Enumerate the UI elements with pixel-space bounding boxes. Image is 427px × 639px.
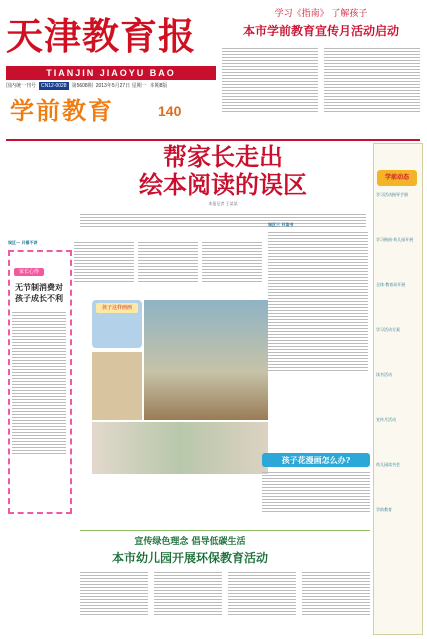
newspaper-logo: 天津教育报 (6, 14, 196, 58)
newspaper-pinyin: TIANJIN JIAOYU BAO (6, 66, 216, 80)
bottom-divider (80, 530, 370, 531)
issue-number: 第5608期 (71, 83, 93, 89)
bottom-story-title: 本市幼儿园开展环保教育活动 (111, 551, 268, 565)
left-box-title (12, 282, 66, 304)
sidebar-item: 宣传月活动 (376, 417, 396, 422)
article-column-1 (74, 240, 134, 296)
sidebar-item: 幼儿园读书会 (376, 462, 400, 467)
sidebar-list (376, 192, 418, 622)
top-story-subtitle: 学习《指南》 了解孩子 (274, 9, 368, 19)
photo-classroom (144, 300, 268, 420)
masthead-meta (6, 82, 216, 90)
feature-byline: 本报记者 王某某 (208, 201, 238, 206)
feature-title-line1: 帮家长走出 (163, 142, 283, 171)
sidebar-item: 读书活动 (376, 372, 392, 377)
left-box-body (12, 310, 66, 505)
article-column-3 (202, 240, 262, 296)
top-story-title: 本市学前教育宣传月活动启动 (242, 24, 399, 38)
sidebar-item: 学习指南·幼儿园开展 (376, 237, 414, 242)
sidebar-item: 学习活动指导手册 (376, 192, 408, 197)
section-divider (6, 139, 420, 141)
sidebar-item: 全体·教育局开展 (376, 282, 406, 287)
photo-children (92, 352, 142, 420)
article-column-4 (268, 230, 368, 420)
top-story-body (222, 46, 420, 136)
cn-number-label: 国内统一刊号 (6, 83, 37, 89)
edition-title: 学前教育 (10, 96, 114, 125)
mid-right-tag: 误区三 只读书 (268, 222, 294, 227)
issue-date: 2013年5月27日 星期一 (95, 83, 147, 89)
cartoon-article-body (262, 470, 370, 530)
bottom-story-subtitle: 宣传绿色理念 倡导低碳生活 (134, 537, 246, 547)
feature-title-line2: 绘本阅读的误区 (139, 170, 307, 199)
page-count: 本期8版 (149, 83, 168, 89)
article-column-2 (138, 240, 198, 296)
left-box-title-line1: 无节制消费对 (15, 282, 63, 292)
bottom-story-body (80, 570, 370, 630)
feature-title (78, 143, 368, 199)
edition-number: 140 (158, 103, 182, 119)
sidebar-header: 学前动态 (377, 170, 417, 186)
sidebar-item: 学前教育 (376, 507, 392, 512)
left-box-title-line2: 孩子成长不利 (15, 293, 63, 303)
left-box-tag: 家长心得 (14, 268, 44, 276)
sidebar-item: 学习活动方案 (376, 327, 400, 332)
photo-tag: 孩子这样画画 (96, 303, 138, 313)
left-column-tag: 误区一 只看不讲 (8, 240, 38, 245)
photo-activity (92, 422, 268, 474)
cn-number: CN12-0028 (41, 83, 67, 89)
cartoon-heading: 孩子花漫画怎么办? (262, 453, 370, 467)
